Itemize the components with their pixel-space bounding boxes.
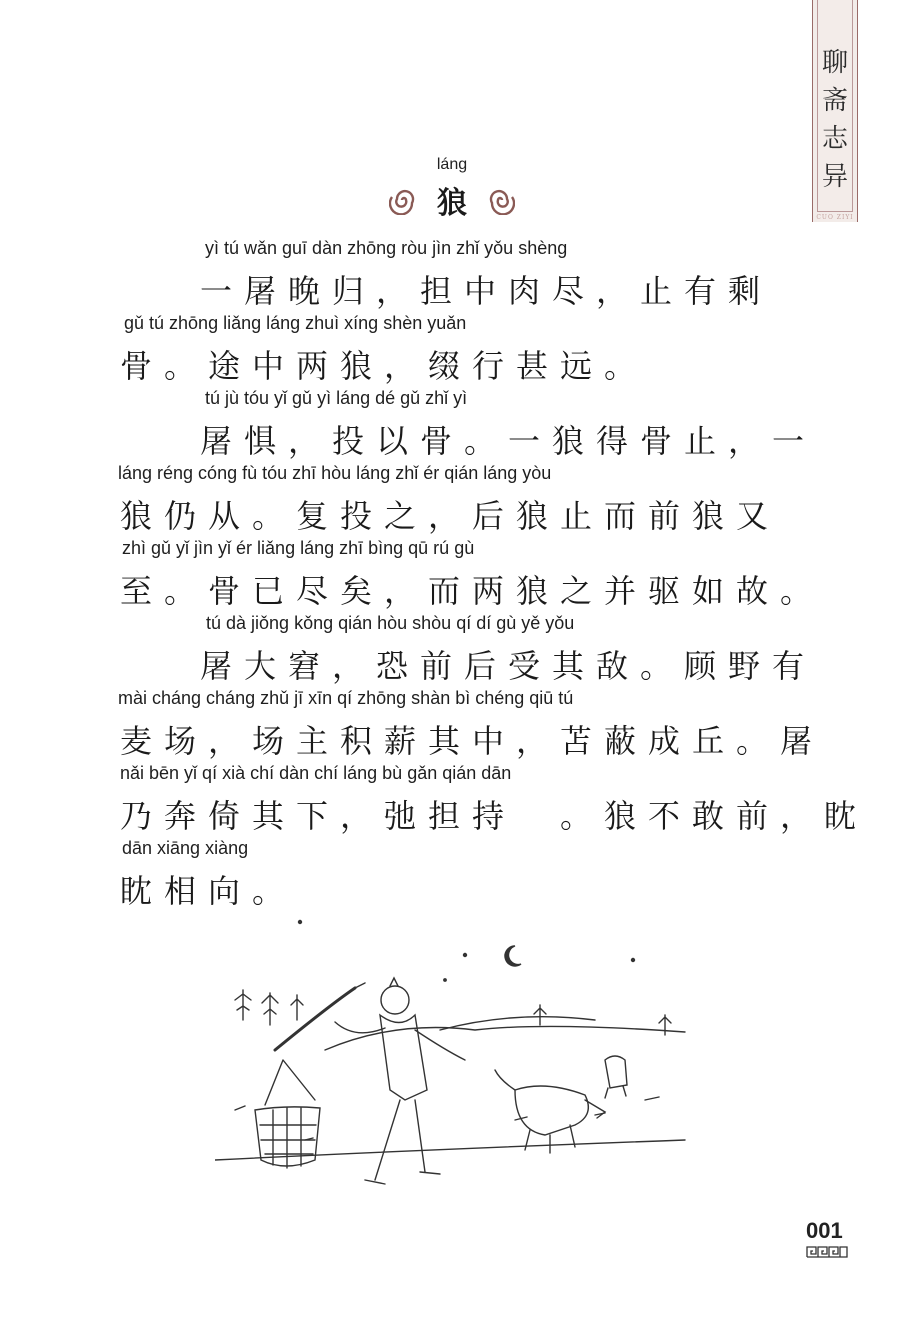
book-title: 聊 斋 志 异: [821, 48, 848, 192]
swirl-ornament-icon: [485, 185, 515, 215]
chapter-title: [0, 156, 904, 222]
meander-ornament-icon: [806, 1246, 848, 1258]
title-pinyin: láng: [436, 156, 468, 173]
tab-footer: CUO ZIYI: [816, 214, 854, 221]
title-text: 狼: [437, 186, 467, 221]
page-number: 001: [806, 1218, 843, 1243]
swirl-ornament-icon: [389, 185, 419, 215]
illustration-butcher-wolves: [215, 910, 695, 1210]
